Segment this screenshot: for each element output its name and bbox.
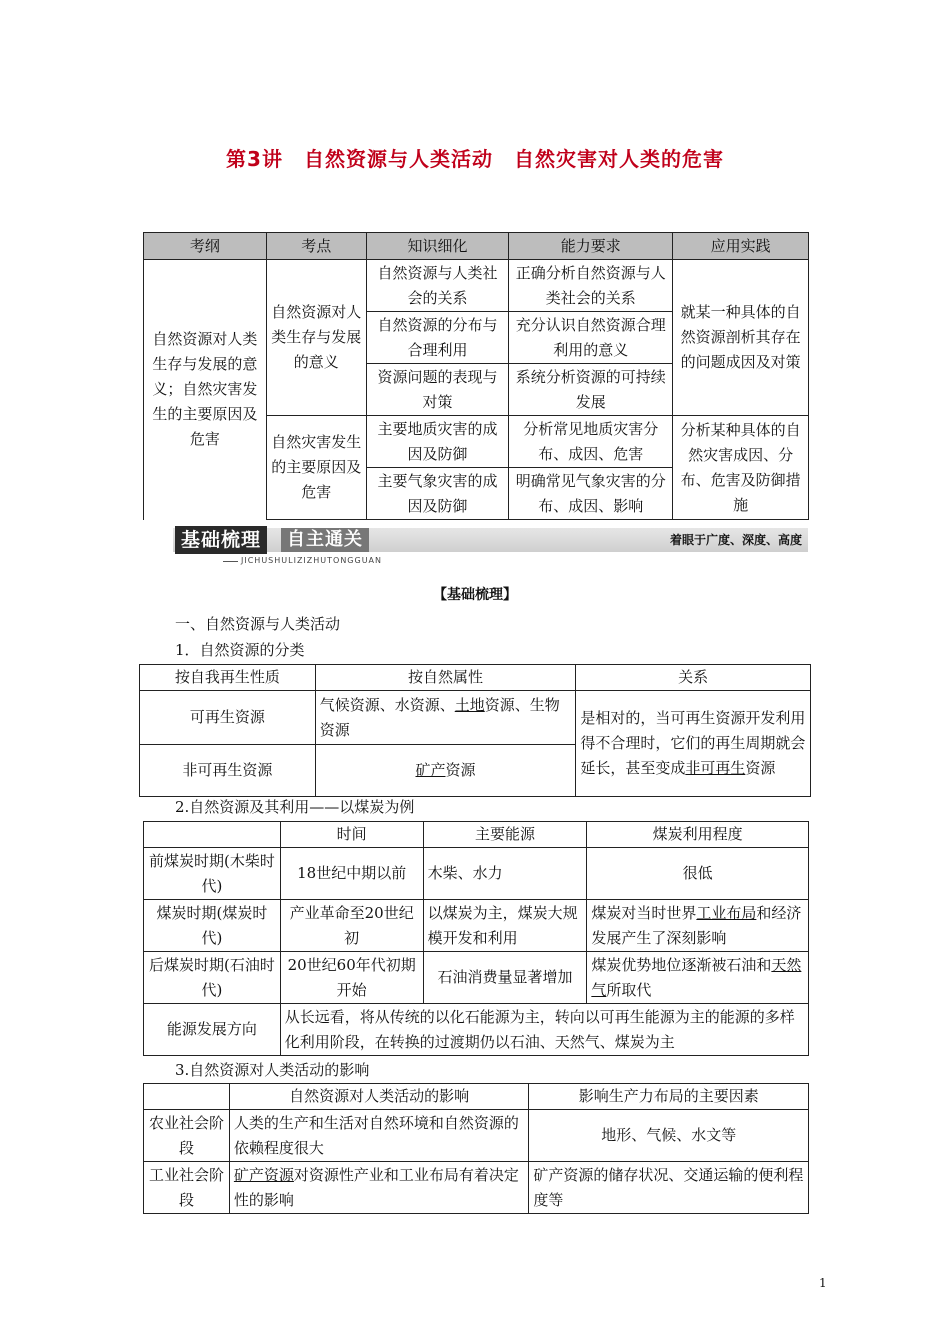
t2-header-use: 煤炭利用程度 [587, 822, 809, 848]
t2-use-2: 煤炭对当时世界工业布局和经济发展产生了深刻影响 [587, 900, 809, 952]
t1-renewable-list: 气候资源、水资源、土地资源、生物资源 [315, 691, 576, 745]
heading-1-3: 3.自然资源对人类活动的影响 [175, 1061, 370, 1079]
banner-slogan: 着眼于广度、深度、高度 [669, 533, 802, 547]
coal-usage-table [143, 821, 809, 1056]
t2-direction: 从长远看，将从传统的以化石能源为主，转向以可再生能源为主的能源的多样化利用阶段，在转换的过渡期仍以石油、天然气、煤炭为主 [280, 1004, 808, 1056]
header-kaodian: 考点 [266, 233, 366, 260]
t2-use-3: 煤炭优势地位逐渐被石油和天然气所取代 [587, 952, 809, 1004]
t2-period-1: 前煤炭时期(木柴时代) [144, 848, 281, 900]
kaodian-2: 自然灾害发生的主要原因及危害 [266, 416, 366, 520]
kaodian-1: 自然资源对人类生存与发展的意义 [266, 260, 366, 416]
t3-header-empty [144, 1084, 230, 1110]
t2-use-1: 很低 [587, 848, 809, 900]
page-title: 第3讲 自然资源与人类活动 自然灾害对人类的危害 [226, 147, 724, 171]
ability-2: 充分认识自然资源合理利用的意义 [509, 312, 673, 364]
t1-renewable: 可再生资源 [140, 691, 316, 745]
ability-4: 分析常见地质灾害分布、成因、危害 [509, 416, 673, 468]
t2-header-empty [144, 822, 281, 848]
banner-part2: 自主通关 [281, 528, 369, 552]
ability-3: 系统分析资源的可持续发展 [509, 364, 673, 416]
t2-header-time: 时间 [280, 822, 423, 848]
heading-1-1: 1．自然资源的分类 [175, 641, 305, 659]
t2-time-1: 18世纪中期以前 [280, 848, 423, 900]
heading-1-2: 2.自然资源及其利用——以煤炭为例 [175, 798, 415, 816]
section-banner [143, 528, 808, 570]
detail-3: 资源问题的表现与对策 [366, 364, 509, 416]
header-ability: 能力要求 [509, 233, 673, 260]
ability-5: 明确常见气象灾害的分布、成因、影响 [509, 468, 673, 520]
detail-4: 主要地质灾害的成因及防御 [366, 416, 509, 468]
t3-ind: 工业社会阶段 [144, 1162, 230, 1214]
t3-header-factor: 影响生产力布局的主要因素 [529, 1084, 809, 1110]
t2-energy-2: 以煤炭为主，煤炭大规模开发和利用 [423, 900, 587, 952]
resource-classification-table [139, 664, 811, 797]
t2-period-3: 后煤炭时期(石油时代) [144, 952, 281, 1004]
detail-2: 自然资源的分布与合理利用 [366, 312, 509, 364]
header-detail: 知识细化 [366, 233, 509, 260]
detail-1: 自然资源与人类社会的关系 [366, 260, 509, 312]
t1-header-1: 按自我再生性质 [140, 665, 316, 691]
t3-ind-factor: 矿产资源的储存状况、交通运输的便利程度等 [529, 1162, 809, 1214]
banner-pinyin: JICHUSHULIZIZHUTONGGUAN [241, 556, 383, 565]
t1-relation: 是相对的，当可再生资源开发利用得不合理时，它们的再生周期就会延长，甚至变成非可再生资源 [576, 691, 811, 797]
t1-header-3: 关系 [576, 665, 811, 691]
outline-table [143, 232, 809, 520]
t1-nonrenewable: 非可再生资源 [140, 745, 316, 797]
detail-5: 主要气象灾害的成因及防御 [366, 468, 509, 520]
banner-line [223, 561, 238, 562]
t1-nonrenewable-list: 矿产资源 [315, 745, 576, 797]
page-number: 1 [819, 1276, 827, 1290]
t2-time-2: 产业革命至20世纪初 [280, 900, 423, 952]
kaogang-cell: 自然资源对人类生存与发展的意义；自然灾害发生的主要原因及危害 [144, 260, 267, 520]
t2-time-3: 20世纪60年代初期开始 [280, 952, 423, 1004]
t2-energy-3: 石油消费量显著增加 [423, 952, 587, 1004]
header-practice: 应用实践 [673, 233, 809, 260]
section-title: 【基础梳理】 [433, 587, 517, 603]
t1-header-2: 按自然属性 [315, 665, 576, 691]
t2-header-energy: 主要能源 [423, 822, 587, 848]
header-kaogang: 考纲 [144, 233, 267, 260]
resource-impact-table [143, 1083, 809, 1214]
t3-ind-effect: 矿产资源对资源性产业和工业布局有着决定性的影响 [229, 1162, 529, 1214]
practice-1: 就某一种具体的自然资源剖析其存在的问题成因及对策 [673, 260, 809, 416]
t2-energy-1: 木柴、水力 [423, 848, 587, 900]
t3-agri-factor: 地形、气候、水文等 [529, 1110, 809, 1162]
practice-2: 分析某种具体的自然灾害成因、分布、危害及防御措施 [673, 416, 809, 520]
t3-agri: 农业社会阶段 [144, 1110, 230, 1162]
banner-part1: 基础梳理 [175, 526, 267, 554]
t3-agri-effect: 人类的生产和生活对自然环境和自然资源的依赖程度很大 [229, 1110, 529, 1162]
t2-direction-label: 能源发展方向 [144, 1004, 281, 1056]
t3-header-effect: 自然资源对人类活动的影响 [229, 1084, 529, 1110]
t2-period-2: 煤炭时期(煤炭时代) [144, 900, 281, 952]
ability-1: 正确分析自然资源与人类社会的关系 [509, 260, 673, 312]
heading-1: 一、自然资源与人类活动 [175, 615, 341, 633]
